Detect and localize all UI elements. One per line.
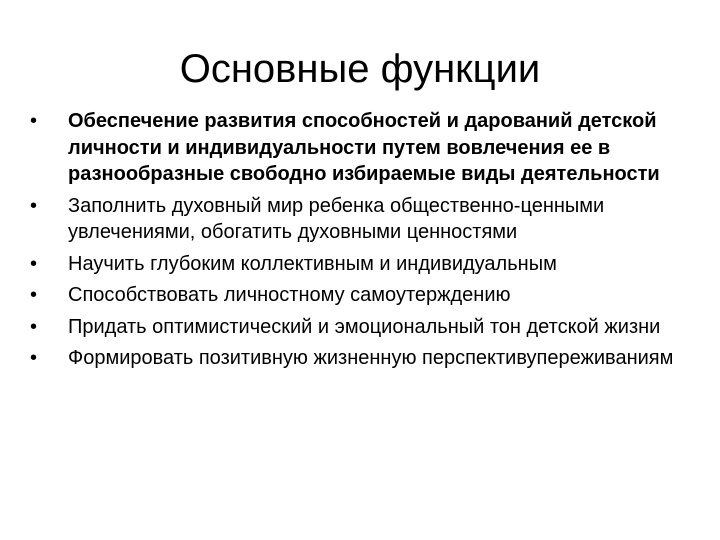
bullet-icon: • [30,194,38,217]
list-item [30,345,700,372]
bullet-icon: • [30,252,38,275]
list-item [30,251,700,278]
bullet-icon: • [30,347,38,369]
list-item [30,108,700,188]
slide-title: Основные функции [179,47,541,91]
list-item-text: Обеспечение развития способностей и дарований детской личности и индивидуальности путем вовлечения ее в разнообразные свободно избираемые виды деятельности [68,110,660,185]
list-item-text: Научить глубоким коллективным и индивидуальным [68,252,557,275]
bullet-icon: • [30,315,38,338]
bullet-icon: • [30,284,38,306]
list-item [30,282,700,309]
list-item-text: Способствовать личностному самоутерждению [68,284,511,306]
bullet-icon: • [30,110,38,132]
bullet-list [30,108,700,377]
list-item-text: Заполнить духовный мир ребенка общественно-ценными увлечениями, обогатить духовными ценностями [68,194,605,243]
list-item [30,314,700,341]
list-item [30,193,700,246]
list-item-text: Придать оптимистический и эмоциональный тон детской жизни [68,315,661,338]
list-item-text: Формировать позитивную жизненную перспективупереживаниям [68,347,674,369]
